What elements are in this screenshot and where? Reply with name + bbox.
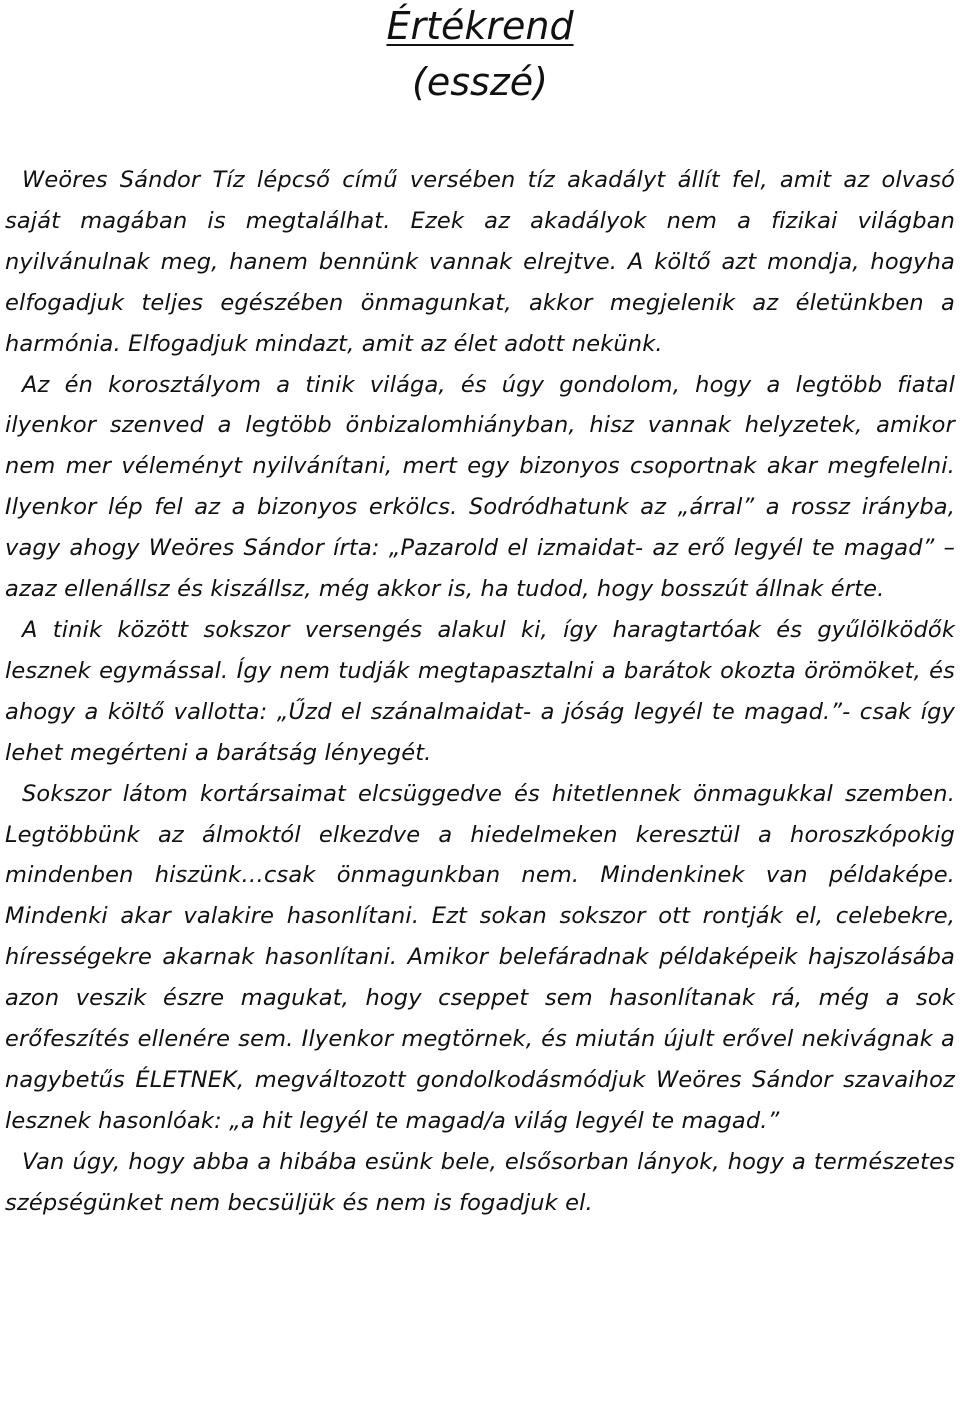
paragraph: Weöres Sándor Tíz lépcső című versében tíz akadályt állít fel, amit az olvasó saját magában is megtalálhat. Ezek az akadályok nem a fizikai világban nyilvánulnak meg, hanem bennünk vannak elrejtve. A költő azt mondja, hogyha elfogadjuk teljes egészében önmagunkat, akkor megjelenik az életünkben a harmónia. Elfogadjuk mindazt, amit az élet adott nekünk. [5,167,955,357]
paragraph: Van úgy, hogy abba a hibába esünk bele, elsősorban lányok, hogy a természetes szépségünket nem becsüljük és nem is fogadjuk el. [5,1148,955,1216]
paragraph: Az én korosztályom a tinik világa, és úgy gondolom, hogy a legtöbb fiatal ilyenkor szenved a legtöbb önbizalomhiányban, hisz vannak helyzetek, amikor nem mer véleményt nyilvánítani, mert egy bizonyos csoportnak akar megfelelni. Ilyenkor lép fel az a bizonyos erkölcs. Sodródhatunk az „árral” a rossz irányba, vagy ahogy Weöres Sándor írta: „Pazarold el izmaidat- az erő legyél te magad” –azaz ellenállsz és kiszállsz, még akkor is, ha tudod, hogy bosszút állnak érte. [5,371,955,603]
paragraph: A tinik között sokszor versengés alakul ki, így haragtartóak és gyűlölködők lesznek egymással. Így nem tudják megtapasztalni a barátok okozta örömöket, és ahogy a költő vallotta: „Űzd el szánalmaidat- a jóság legyél te magad.”- csak így lehet megérteni a barátság lényegét. [5,616,955,766]
essay-subtitle: (esszé) [412,60,548,104]
essay-body [5,160,955,1224]
paragraph: Sokszor látom kortársaimat elcsüggedve és hitetlennek önmagukkal szemben. Legtöbbünk az álmoktól elkezdve a hiedelmeken keresztül a horoszkópokig mindenben hiszünk…csak önmagunkban nem. Mindenkinek van példaképe. Mindenki akar valakire hasonlítani. Ezt sokan sokszor ott rontják el, celebekre, hírességekre akarnak hasonlítani. Amikor belefáradnak példaképeik hajszolásába azon veszik észre magukat, hogy cseppet sem hasonlítanak rá, még a sok erőfeszítés ellenére sem. Ilyenkor megtörnek, és miután újult erővel nekivágnak a nagybetűs ÉLETNEK, megváltozott gondolkodásmódjuk Weöres Sándor szavaihoz lesznek hasonlóak: „a hit legyél te magad/a világ legyél te magad.” [5,780,955,1134]
essay-title: Értékrend [386,4,574,48]
